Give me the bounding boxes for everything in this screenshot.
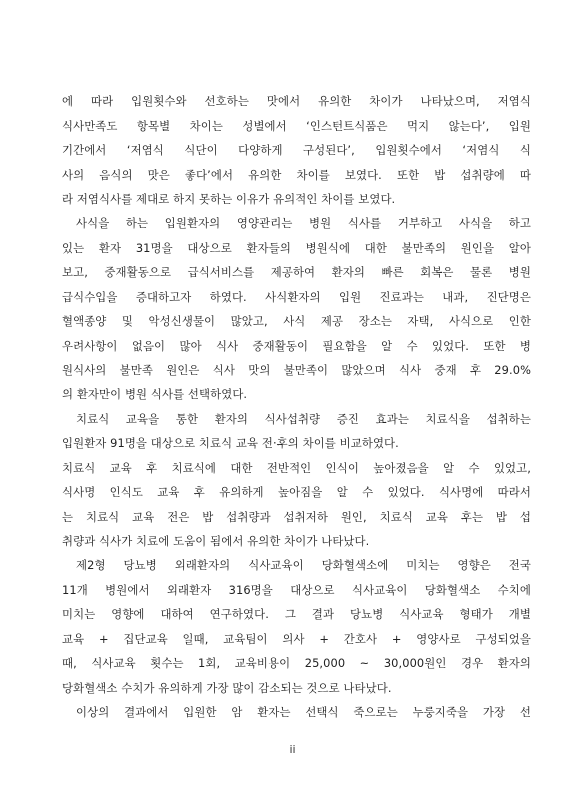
- text-line: 당화혈색소 수치가 유의하게 가장 많이 감소되는 것으로 나타났다.: [62, 681, 392, 695]
- text-line: 라 저염식사를 제대로 하지 못하는 이유가 유의적인 차이를 보였다.: [62, 192, 396, 206]
- paragraph-first-line: 치료식 교육을 통한 환자의 식사섭취량 증진 효과는 치료식을 섭취하는: [76, 412, 531, 426]
- text-line: 식사만족도 항목별 차이는 성별에서 ‘인스턴트식품은 먹지 않는다’, 입원: [62, 119, 531, 133]
- text-line: 취량과 식사가 치료에 도움이 됨에서 유의한 차이가 나타났다.: [62, 534, 370, 548]
- paragraph-first-line: 제2형 당뇨병 외래환자의 식사교육이 당화혈색소에 미치는 영향은 전국: [76, 558, 531, 572]
- text-line: 는 치료식 교육 전은 밥 섭취량과 섭취저하 원인, 치료식 교육 후는 밥 섭: [62, 510, 531, 524]
- text-line: 교육 + 집단교육 일때, 교육팀이 의사 + 간호사 + 영양사로 구성되었을: [62, 632, 531, 646]
- text-line: 혈액종양 및 악성신생물이 많았고, 사식 제공 장소는 자택, 사식으로 인한: [62, 314, 531, 328]
- paragraph-first-line: 이상의 결과에서 입원한 암 환자는 선택식 죽으로는 누룽지죽을 가장 선: [76, 705, 531, 719]
- text-line: 기간에서 ‘저염식 식단이 다양하게 구성된다’, 입원횟수에서 ‘저염식 식: [62, 143, 531, 157]
- text-line: 입원환자 91명을 대상으로 치료식 교육 전·후의 차이를 비교하였다.: [62, 436, 399, 450]
- text-line: 보고, 중재활동으로 급식서비스를 제공하여 환자의 빠른 회복은 물론 병원: [62, 265, 531, 279]
- text-line: 있는 환자 31명을 대상으로 환자들의 병원식에 대한 불만족의 원인을 알아: [62, 241, 531, 255]
- paragraph-first-line: 사식을 하는 입원환자의 영양관리는 병원 식사를 거부하고 사식을 하고: [76, 216, 531, 230]
- text-line: 에 따라 입원횟수와 선호하는 맛에서 유의한 차이가 나타났으며, 저염식: [62, 94, 531, 108]
- text-line: 미치는 영향에 대하여 연구하였다. 그 결과 당뇨병 식사교육 형태가 개별: [62, 607, 531, 621]
- text-line: 11개 병원에서 외래환자 316명을 대상으로 식사교육이 당화혈색소 수치에: [62, 583, 531, 597]
- page-number: ii: [289, 743, 296, 756]
- text-line: 사의 음식의 맛은 좋다’에서 유의한 차이를 보였다. 또한 밥 섭취량에 따: [62, 168, 531, 182]
- text-line: 치료식 교육 후 치료식에 대한 전반적인 인식이 높아졌음을 알 수 있었고,: [62, 461, 531, 475]
- text-line: 식사명 인식도 교육 후 유의하게 높아짐을 알 수 있었다. 식사명에 따라서: [62, 485, 531, 499]
- text-line: 원식사의 불만족 원인은 식사 맛의 불만족이 많았으며 식사 중재 후 29.0%: [62, 363, 531, 377]
- text-line: 급식수입을 증대하고자 하였다. 사식환자의 입원 진료과는 내과, 진단명은: [62, 290, 531, 304]
- text-line: 우려사항이 없음이 많아 식사 중재활동이 필요함을 알 수 있었다. 또한 병: [62, 339, 531, 353]
- text-line: 의 환자만이 병원 식사를 선택하였다.: [62, 387, 248, 401]
- text-line: 때, 식사교육 횟수는 1회, 교육비용이 25,000 ~ 30,000원인 경우 환자의: [62, 656, 531, 670]
